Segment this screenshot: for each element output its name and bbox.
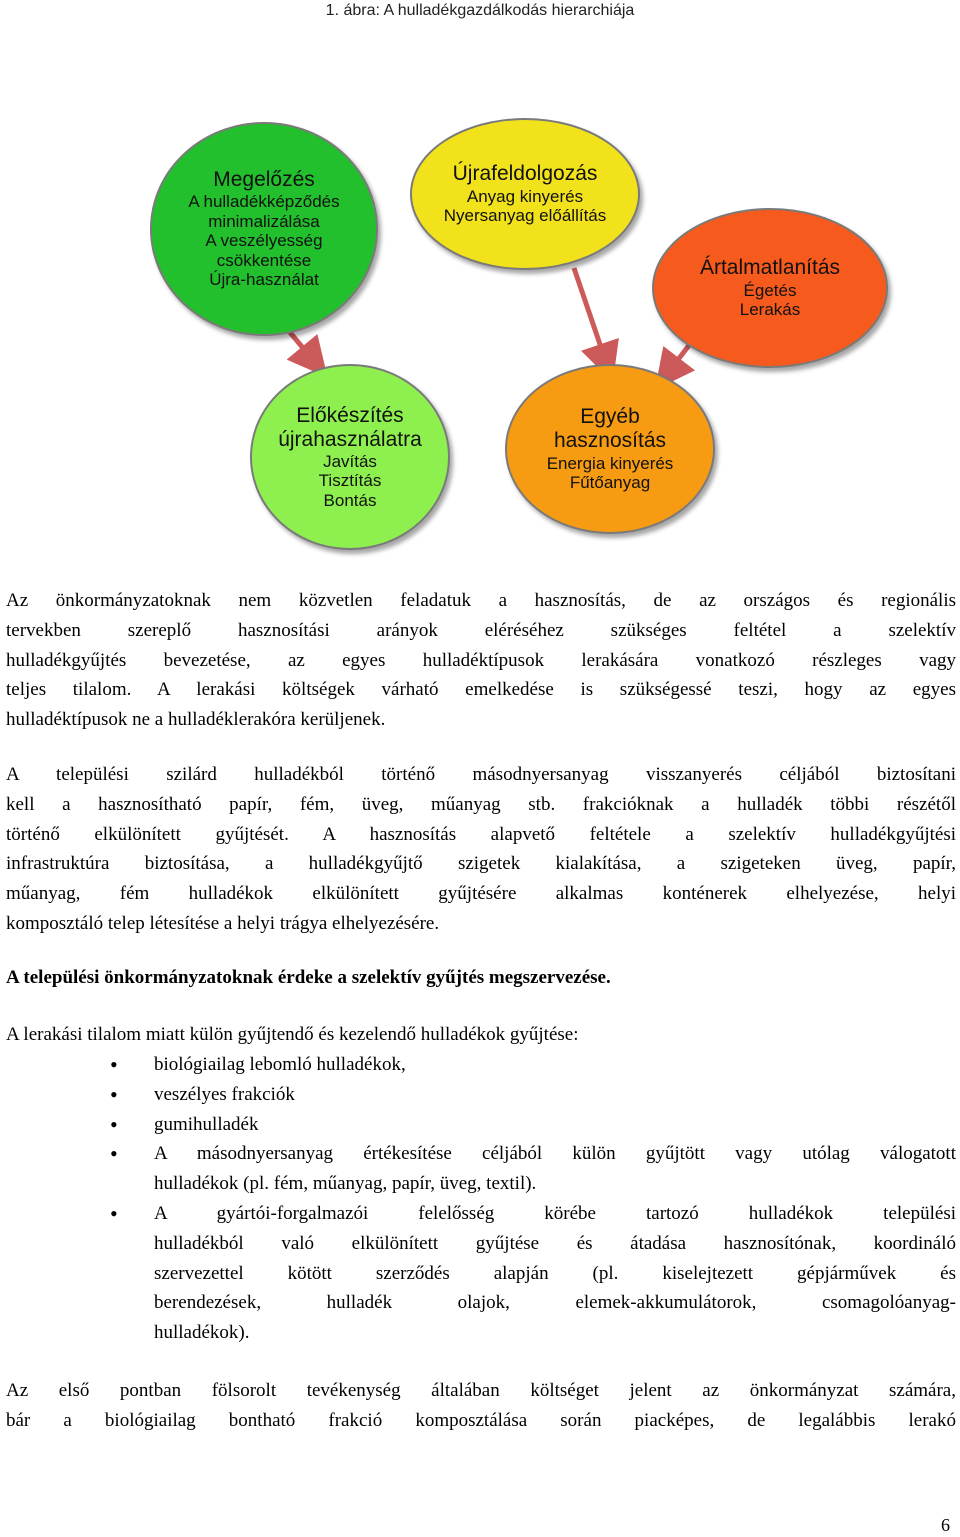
node-line: Javítás xyxy=(323,451,377,471)
text-line: hulladékok). xyxy=(154,1322,250,1344)
node-line: A hulladékképződés xyxy=(188,192,340,212)
text-line: Az első pontban fölsorolt tevékenység általában költséget jelent az önkormányzat számára, xyxy=(6,1380,956,1401)
text-line: komposztáló telep létesítése a helyi trágya elhelyezésére. xyxy=(6,912,440,934)
node-line: Lerakás xyxy=(739,300,801,320)
node-title: Előkészítés xyxy=(296,403,404,427)
list-item xyxy=(6,1199,956,1348)
node-line: Fűtőanyag xyxy=(569,473,651,493)
node-line: Nyersanyag előállítás xyxy=(443,206,607,226)
text-line: • A gyártói-forgalmazói felelősség körébe tartozó hulladékok települési xyxy=(154,1202,956,1224)
text-line: szervezettel kötött szerződés alapján (pl. kiselejtezett gépjárművek és xyxy=(154,1262,956,1284)
text-line: A települési szilárd hulladékból történő másodnyersanyag visszanyerés céljából biztosítani xyxy=(6,764,956,785)
figure-caption: 1. ábra: A hulladékgazdálkodás hierarchiája xyxy=(325,2,635,19)
text-line: hulladékok (pl. fém, műanyag, papír, üveg, textil). xyxy=(154,1173,537,1195)
paragraph-1 xyxy=(6,586,956,735)
waste-list xyxy=(6,1050,956,1348)
node-title: Újrafeldolgozás xyxy=(452,162,598,186)
node-ujrafeldolgozas xyxy=(410,118,640,270)
node-line: Tisztítás xyxy=(318,471,382,491)
node-elokeszites xyxy=(250,364,450,550)
text-line: hulladékból való elkülönített gyűjtése és átadása hasznosítónak, koordináló xyxy=(154,1232,956,1254)
list-intro: A lerakási tilalom miatt külön gyűjtendő és kezelendő hulladékok gyűjtése: xyxy=(6,1024,579,1045)
text-line: • A másodnyersanyag értékesítése céljából külön gyűjtött vagy utólag válogatott xyxy=(154,1143,956,1165)
text-line: történő elkülönített gyűjtését. A hasznosítás alapvető feltétele a szelektív hulladékgyűjtési xyxy=(6,823,956,845)
list-item xyxy=(6,1080,956,1110)
text-line: • veszélyes frakciók xyxy=(154,1083,295,1105)
node-egyeb-hasznositas xyxy=(505,364,715,534)
text-line: • gumihulladék xyxy=(154,1113,259,1135)
text-line: műanyag, fém hulladékok elkülönített gyűjtésére alkalmas konténerek elhelyezése, helyi xyxy=(6,883,956,905)
node-megelozes xyxy=(150,122,378,336)
text-line: • biológiailag lebomló hulladékok, xyxy=(154,1054,406,1075)
arrow-megelozes-to-elokeszites xyxy=(288,330,318,366)
text-line: hulladékgyűjtés bevezetése, az egyes hulladéktípusok lerakására vonatkozó részleges vagy xyxy=(6,649,956,671)
paragraph-2 xyxy=(6,760,956,939)
bold-statement: A települési önkormányzatoknak érdeke a szelektív gyűjtés megszervezése. xyxy=(6,967,611,988)
node-line: minimalizálása xyxy=(208,211,320,231)
text-line: kell a hasznosítható papír, fém, üveg, műanyag stb. frakcióknak a hulladék többi részétől xyxy=(6,793,956,815)
waste-hierarchy-diagram xyxy=(0,0,960,560)
node-title: Ártalmatlanítás xyxy=(699,256,841,280)
page-number: 6 xyxy=(941,1515,950,1535)
node-artalmatlanitas xyxy=(652,208,888,368)
node-title: Megelőzés xyxy=(213,168,315,192)
node-title: Egyéb xyxy=(580,405,640,429)
node-line: Égetés xyxy=(743,280,797,300)
node-title: újrahasználatra xyxy=(278,427,422,451)
arrow-artalmatlanitas-to-egyeb xyxy=(664,344,690,378)
node-line: Energia kinyerés xyxy=(546,453,674,473)
node-line: csökkentése xyxy=(216,250,312,270)
list-item xyxy=(6,1110,956,1140)
paragraph-last xyxy=(6,1376,956,1436)
text-line: teljes tilalom. A lerakási költségek várható emelkedése is szükségessé teszi, hogy az egyes xyxy=(6,679,956,701)
node-title: hasznosítás xyxy=(553,429,667,453)
node-line: Bontás xyxy=(323,490,377,510)
text-line: hulladéktípusok ne a hulladéklerakóra kerüljenek. xyxy=(6,709,386,731)
text-line: infrastruktúra biztosítása, a hulladékgyűjtő szigetek kialakítása, a szigeteken üveg, papír, xyxy=(6,853,956,875)
text-line: tervekben szereplő hasznosítási arányok eléréséhez szükséges feltétel a szelektív xyxy=(6,619,956,641)
node-line: A veszélyesség xyxy=(205,231,323,251)
text-line: berendezések, hulladék olajok, elemek-akkumulátorok, csomagolóanyag- xyxy=(154,1292,956,1314)
node-line: Újra-használat xyxy=(209,270,319,290)
arrow-ujrafeldolgozas-to-egyeb xyxy=(574,268,608,368)
node-line: Anyag kinyerés xyxy=(466,186,584,206)
list-item xyxy=(6,1050,956,1080)
text-line: bár a biológiailag bontható frakció komposztálása során piacképes, de legalábbis lerakó xyxy=(6,1409,956,1431)
text-line: Az önkormányzatoknak nem közvetlen feladatuk a hasznosítás, de az országos és regionális xyxy=(6,590,956,611)
list-item xyxy=(6,1139,956,1199)
